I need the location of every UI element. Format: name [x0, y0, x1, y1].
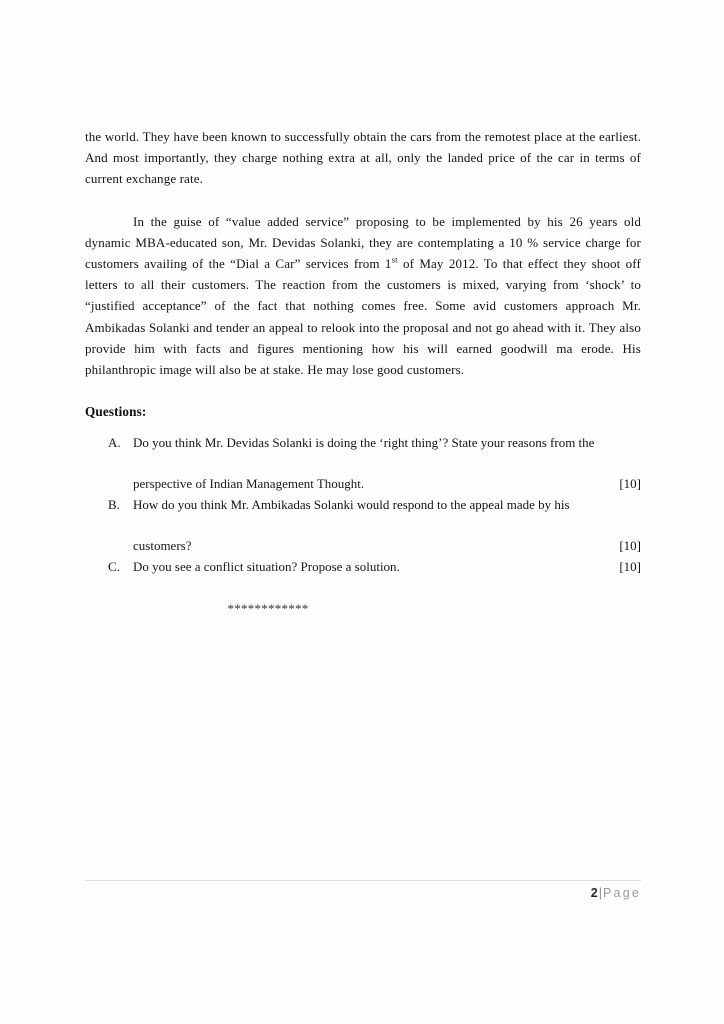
question-marker-c: C. — [108, 558, 120, 574]
question-marker-b: B. — [108, 497, 120, 513]
question-tail-b: customers? — [133, 538, 192, 554]
question-marks-a: [10] — [619, 476, 641, 492]
question-item-c — [85, 557, 641, 578]
question-item-a — [85, 433, 641, 495]
question-body-b — [133, 495, 641, 557]
question-last-line-a — [133, 474, 641, 495]
footer-page-number: 2 — [590, 886, 598, 900]
page-content — [85, 126, 641, 619]
footer-separator: | — [598, 886, 602, 900]
ordinal-superscript: st — [391, 254, 398, 265]
paragraph-text-part-a: In the guise of “value added service” proposing to be implemented by his 26 years old dynamic MBA-educated son, Mr. Devidas Solanki, they are contemplating a 10 % service charge for customers availing of the “Dial a Car” services from 1 — [85, 213, 641, 272]
question-last-line-b — [133, 536, 641, 557]
paragraph-value-added-service — [85, 211, 641, 381]
footer-page-label: Page — [603, 886, 641, 900]
question-marks-c: [10] — [619, 558, 641, 574]
question-last-line-c — [133, 557, 641, 578]
paragraph-text-part-b: of May 2012. To that effect they shoot off letters to all their customers. The reaction from the customers is mixed, varying from ‘shock’ to “justified acceptance” of the fact that nothing comes free. Some avid customers approach Mr. Ambikadas Solanki and tender an appeal to relook into the proposal and not go ahead with it. They also provide him with facts and figures mentioning how his will earned goodwill ma erode. His philanthropic image will also be at stake. He may lose good customers. — [85, 256, 641, 378]
footer-page-indicator — [85, 881, 641, 900]
questions-list — [85, 422, 641, 577]
question-marks-b: [10] — [619, 538, 641, 554]
question-body-a — [133, 433, 641, 495]
question-marker-a: A. — [108, 435, 121, 451]
question-text-b: How do you think Mr. Ambikadas Solanki would respond to the appeal made by his — [133, 497, 570, 513]
question-tail-c: Do you see a conflict situation? Propose a solution. — [133, 558, 400, 574]
question-body-c — [133, 557, 641, 578]
question-tail-a: perspective of Indian Management Thought. — [133, 476, 365, 492]
page-footer — [85, 880, 641, 900]
question-item-b — [85, 495, 641, 557]
section-separator-asterisks: ************ — [227, 601, 309, 617]
question-text-a: Do you think Mr. Devidas Solanki is doing the ‘right thing’? State your reasons from the — [133, 435, 595, 451]
paragraph-continuation: the world. They have been known to successfully obtain the cars from the remotest place at the earliest. And most importantly, they charge nothing extra at all, only the landed price of the car in terms of current exchange rate. — [85, 129, 641, 187]
questions-heading: Questions: — [85, 404, 147, 420]
